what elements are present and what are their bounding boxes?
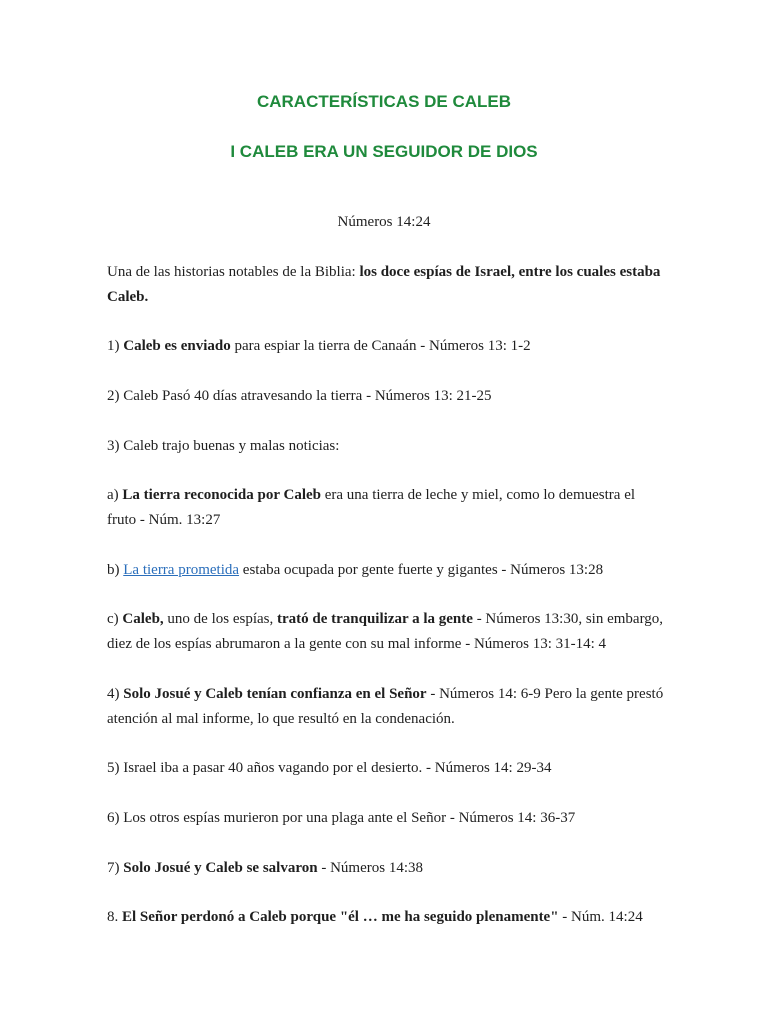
list-item-b [107, 558, 667, 583]
item-text: - Núm. 14:24 [558, 909, 643, 925]
item-text: para espiar la tierra de Canaán - Números 13: 1-2 [230, 338, 531, 354]
item-number: 1) [107, 338, 124, 354]
list-item-5: 5) Israel iba a pasar 40 años vagando por el desierto. - Números 14: 29-34 [107, 760, 552, 776]
bible-reference: Números 14:24 [337, 214, 431, 230]
item-bold: El Señor perdonó a Caleb porque "él … me ha seguido plenamente" [122, 909, 559, 925]
item-bold: La tierra reconocida por Caleb [122, 487, 321, 503]
item-text: - Números 14:38 [317, 860, 423, 876]
item-bold: Solo Josué y Caleb tenían confianza en el Señor [123, 686, 427, 702]
list-item-6: 6) Los otros espías murieron por una plaga ante el Señor - Números 14: 36-37 [107, 810, 576, 826]
list-item-2: 2) Caleb Pasó 40 días atravesando la tierra - Números 13: 21-25 [107, 388, 492, 404]
item-bold: Solo Josué y Caleb se salvaron [123, 860, 318, 876]
intro-bold: los doce espías de Israel, entre los cuales estaba Caleb. [107, 264, 661, 305]
list-item-8 [107, 905, 667, 930]
item-text-mid: uno de los espías, [163, 611, 277, 627]
list-item-7 [107, 856, 667, 881]
item-number: b) [107, 562, 124, 578]
item-bold-1: Caleb, [122, 611, 164, 627]
item-number: 7) [107, 860, 124, 876]
item-text: - Números 13:30, sin embargo, diez de los espías abrumaron a la gente con su mal informe - Números 13: 31-14: 4 [107, 611, 664, 652]
item-text: estaba ocupada por gente fuerte y gigantes - Números 13:28 [239, 562, 604, 578]
list-item-4 [107, 682, 667, 731]
item-text: - Números 14: 6-9 Pero la gente prestó atención al mal informe, lo que resultó en la condenación. [107, 686, 664, 727]
section-title: I CALEB ERA UN SEGUIDOR DE DIOS [230, 142, 538, 161]
item-bold: Caleb es enviado [123, 338, 231, 354]
list-item-1 [107, 334, 667, 359]
item-number: 8. [107, 909, 122, 925]
item-text: era una tierra de leche y miel, como lo demuestra el fruto - Núm. 13:27 [107, 487, 636, 528]
page-title: CARACTERÍSTICAS DE CALEB [256, 92, 512, 111]
list-item-c [107, 607, 667, 656]
item-bold-2: trató de tranquilizar a la gente [276, 611, 473, 627]
promised-land-link[interactable]: La tierra prometida [123, 562, 240, 578]
item-number: 4) [107, 686, 124, 702]
intro-text: Una de las historias notables de la Biblia: [107, 264, 360, 280]
list-item-a [107, 483, 667, 532]
item-number: a) [107, 487, 123, 503]
item-number: c) [107, 611, 123, 627]
list-item-3: 3) Caleb trajo buenas y malas noticias: [107, 438, 340, 454]
intro-paragraph [107, 260, 667, 309]
